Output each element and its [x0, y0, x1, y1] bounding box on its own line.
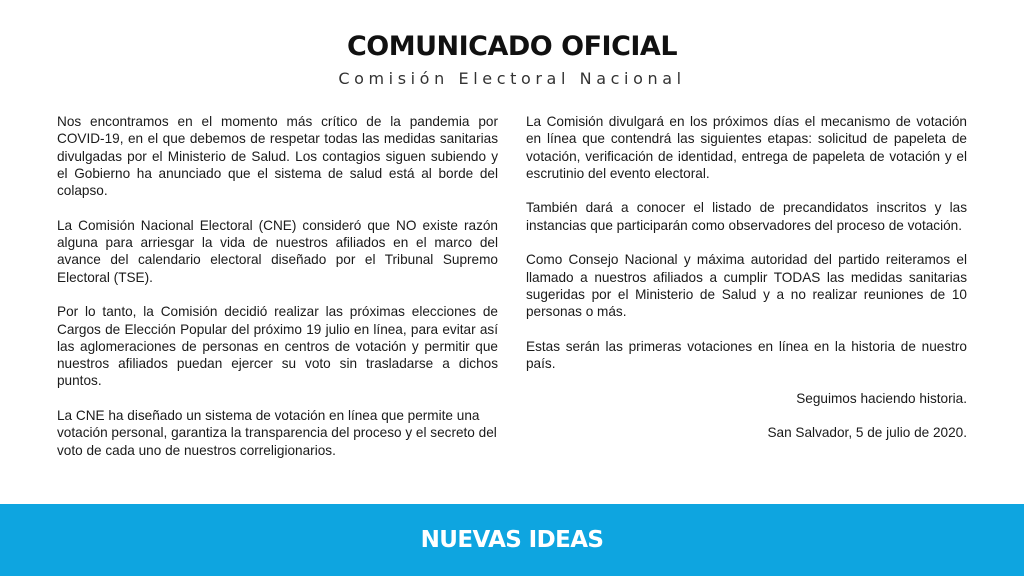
document-header — [0, 30, 1024, 90]
paragraph: Nos encontramos en el momento más crítico de la pandemia por COVID-19, en el que debemos de respetar todas las medidas sanitarias divulgadas por el Ministerio de Salud. Los contagios siguen subiendo y el Gobierno ha anunciado que el sistema de salud está al borde del colapso. — [57, 114, 498, 199]
left-column — [57, 113, 498, 476]
paragraph: La Comisión divulgará en los próximos días el mecanismo de votación en línea que contendrá las siguientes etapas: solicitud de papeleta de votación, verificación de identidad, entrega de papeleta de votación y el escrutinio del evento electoral. — [526, 114, 967, 181]
brand-logo-text: NUEVAS IDEAS — [420, 527, 604, 553]
paragraph: La Comisión Nacional Electoral (CNE) consideró que NO existe razón alguna para arriesgar la vida de nuestros afiliados en el marco del avance del calendario electoral diseñado por el Tribunal Supremo Electoral (TSE). — [57, 217, 498, 285]
document-title: COMUNICADO OFICIAL — [346, 31, 678, 62]
right-column — [526, 113, 967, 459]
paragraph: Como Consejo Nacional y máxima autoridad del partido reiteramos el llamado a nuestros afiliados a cumplir TODAS las medidas sanitarias sugeridas por el Ministerio de Salud y a no realizar reuniones de 10 personas o más. — [526, 252, 967, 320]
paragraph: También dará a conocer el listado de precandidatos inscritos y las instancias que participarán como observadores del proceso de votación. — [526, 200, 967, 233]
place-date: San Salvador, 5 de julio de 2020. — [767, 425, 967, 441]
document-subtitle: Comisión Electoral Nacional — [338, 69, 686, 88]
paragraph: Estas serán las primeras votaciones en línea en la historia de nuestro país. — [526, 338, 967, 372]
closing-line: Seguimos haciendo historia. — [796, 390, 967, 406]
paragraph: La CNE ha diseñado un sistema de votación en línea que permite una votación personal, garantiza la transparencia del proceso y el secreto del voto de cada uno de nuestros correligionarios. — [57, 408, 497, 458]
footer-banner — [0, 504, 1024, 576]
paragraph: Por lo tanto, la Comisión decidió realizar las próximas elecciones de Cargos de Elección Popular del próximo 19 julio en línea, para evitar así las aglomeraciones de personas en centros de votación y permitir que nuestros afiliados puedan ejercer su voto sin trasladarse a dichos puntos. — [57, 304, 498, 389]
